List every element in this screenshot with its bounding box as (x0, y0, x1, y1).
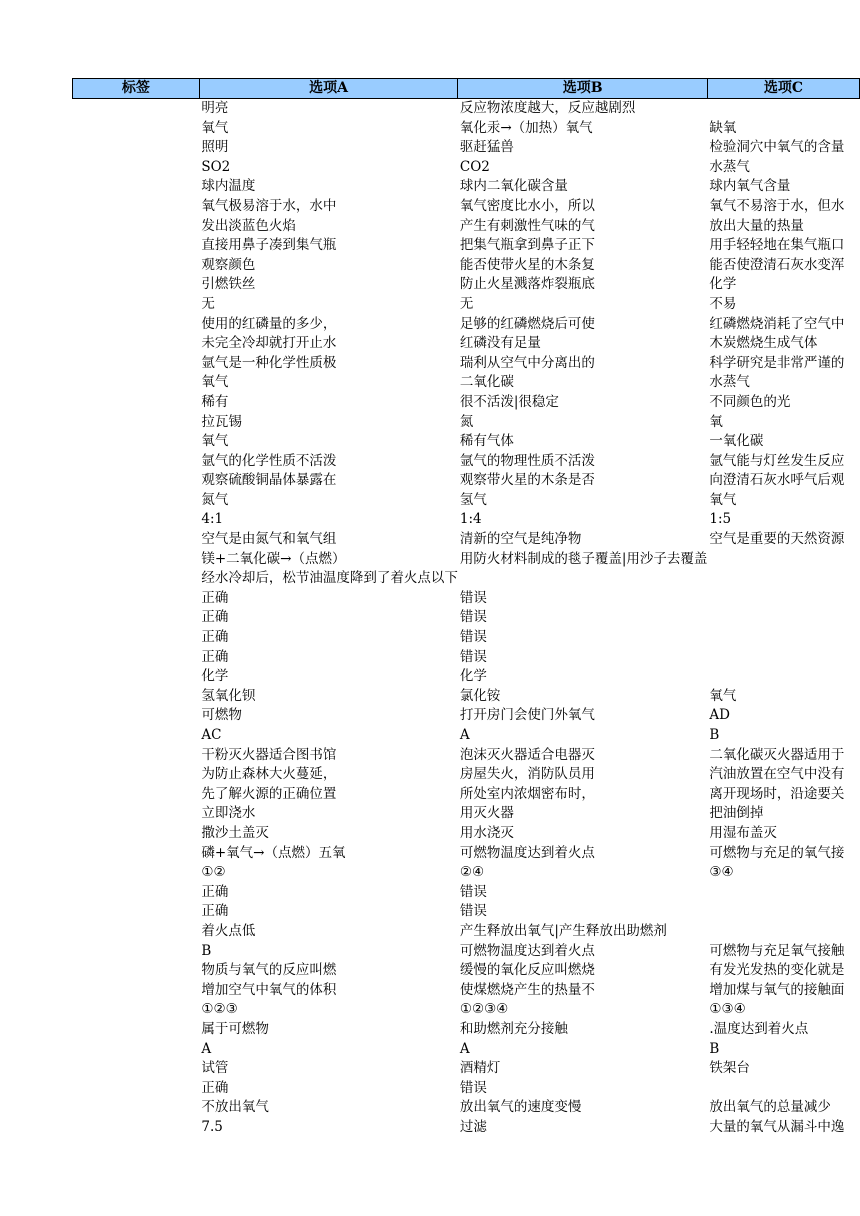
option-b-cell[interactable]: ①②③④ (459, 1001, 509, 1018)
option-c-cell[interactable]: 1:5 (709, 511, 732, 528)
option-a-cell[interactable]: 氧气极易溶于水，水中 (201, 197, 337, 214)
option-b-cell[interactable]: 使煤燃烧产生的热量不 (459, 981, 595, 998)
option-b-cell[interactable]: 产生释放出氧气|产生释放出助燃剂 (459, 922, 667, 939)
label-cell[interactable] (73, 785, 200, 805)
options-table (72, 78, 860, 1137)
table-row (73, 608, 860, 628)
option-a-cell[interactable]: 可燃物 (201, 707, 242, 724)
table-row (73, 569, 860, 589)
option-c-cell[interactable]: 用手轻轻地在集气瓶口 (709, 237, 845, 254)
table-row (73, 334, 860, 354)
option-a-cell[interactable]: 球内温度 (201, 178, 256, 195)
option-a-cell[interactable]: 氮气 (201, 491, 229, 508)
option-c-cell[interactable]: AD (709, 707, 730, 724)
option-b-cell[interactable]: 可燃物温度达到着火点 (459, 844, 595, 861)
option-b-cell[interactable]: 瑞利从空气中分离出的 (459, 354, 595, 371)
option-b-cell[interactable]: 化学 (459, 668, 487, 685)
spreadsheet (72, 78, 860, 1137)
option-b-cell[interactable]: 氯化铵 (459, 687, 501, 704)
option-c-cell[interactable]: 增加煤与氧气的接触面 (709, 981, 845, 998)
table-row (73, 1059, 860, 1079)
option-b-cell[interactable]: 观察带火星的木条是否 (459, 472, 595, 489)
table-row (73, 256, 860, 276)
label-cell[interactable] (73, 1059, 200, 1079)
option-a-cell[interactable]: B (201, 942, 212, 959)
table-row (73, 119, 860, 139)
table-row (73, 217, 860, 237)
table-row (73, 1040, 860, 1060)
table-row (73, 452, 860, 472)
option-b-cell[interactable]: 放出氧气的速度变慢 (459, 1099, 582, 1116)
table-row (73, 589, 860, 609)
option-c-cell[interactable]: 离开现场时，沿途要关 (709, 785, 845, 802)
option-b-cell[interactable]: 用灭火器 (459, 805, 514, 822)
table-row (73, 158, 860, 178)
option-c-cell[interactable]: 化学 (709, 276, 737, 293)
option-a-cell[interactable]: 先了解火源的正确位置 (201, 785, 337, 802)
option-a-cell[interactable]: 稀有 (201, 393, 229, 410)
table-row (73, 1118, 860, 1138)
option-a-cell[interactable]: 物质与氧气的反应叫燃 (201, 962, 337, 979)
option-b-cell[interactable]: 泡沫灭火器适合电器灭 (459, 746, 595, 763)
option-b-cell[interactable]: 氩气的物理性质不活泼 (459, 452, 595, 469)
label-cell[interactable] (73, 1040, 200, 1060)
option-c-cell[interactable]: 氧气不易溶于水，但水 (709, 197, 845, 214)
label-cell[interactable] (73, 158, 200, 178)
option-b-cell[interactable]: 无 (459, 295, 474, 312)
table-row (73, 804, 860, 824)
option-a-cell[interactable]: 明亮 (201, 100, 229, 116)
option-b-cell[interactable]: 很不活泼|很稳定 (459, 393, 559, 410)
option-c-cell[interactable]: 可燃物与充足氧气接触 (709, 942, 845, 959)
label-cell[interactable] (73, 628, 200, 648)
table-row (73, 922, 860, 942)
table-row (73, 1079, 860, 1099)
table-row (73, 1020, 860, 1040)
option-c-cell[interactable]: .温度达到着火点 (709, 1020, 809, 1037)
option-b-cell[interactable]: 稀有气体 (459, 433, 514, 450)
label-cell[interactable] (73, 334, 200, 354)
label-cell[interactable] (73, 119, 200, 139)
option-b-cell[interactable]: 足够的红磷燃烧后可使 (459, 315, 595, 332)
option-b-cell[interactable] (458, 569, 708, 589)
option-b-cell[interactable]: 球内二氧化碳含量 (459, 178, 568, 195)
label-cell[interactable] (73, 432, 200, 452)
table-row (73, 902, 860, 922)
label-cell[interactable] (73, 530, 200, 550)
label-cell[interactable] (73, 589, 200, 609)
option-b-cell[interactable]: A (459, 1040, 470, 1057)
option-b-cell[interactable]: CO2 (459, 158, 490, 175)
option-a-cell[interactable]: 照明 (201, 139, 229, 156)
option-a-cell[interactable]: ①②③ (201, 1001, 238, 1018)
label-cell[interactable] (73, 1020, 200, 1040)
option-a-cell[interactable]: 经水冷却后，松节油温度降到了着火点以下 (201, 570, 458, 587)
option-b-cell[interactable]: 酒精灯 (459, 1060, 501, 1077)
option-a-cell[interactable]: 正确 (201, 629, 229, 646)
label-cell[interactable] (73, 981, 200, 1001)
option-c-cell[interactable]: 不易 (709, 295, 737, 312)
option-c-cell[interactable]: 一氧化碳 (709, 433, 764, 450)
option-c-cell[interactable] (707, 550, 859, 570)
table-row (73, 393, 860, 413)
option-a-cell[interactable]: 引燃铁丝 (201, 276, 256, 293)
label-cell[interactable] (73, 256, 200, 276)
option-b-cell[interactable]: 产生有刺激性气味的气 (459, 217, 595, 234)
option-a-cell[interactable]: 无 (201, 295, 215, 312)
header-row (73, 79, 860, 99)
option-a-cell[interactable]: SO2 (201, 158, 231, 175)
option-b-cell[interactable]: 错误 (459, 883, 487, 900)
table-row (73, 275, 860, 295)
option-a-cell[interactable]: 拉瓦锡 (201, 413, 242, 430)
label-cell[interactable] (73, 706, 200, 726)
option-c-cell[interactable]: 放出氧气的总量减少 (709, 1099, 831, 1116)
label-cell[interactable] (73, 863, 200, 883)
option-c-cell[interactable]: 能否使澄清石灰水变浑 (709, 256, 845, 273)
option-c-cell[interactable] (707, 902, 859, 922)
option-b-cell[interactable]: 错误 (459, 903, 487, 920)
option-a-cell[interactable]: 正确 (201, 609, 229, 626)
option-a-cell[interactable]: 不放出氧气 (201, 1099, 269, 1116)
option-a-cell[interactable]: 着火点低 (201, 922, 256, 939)
table-row (73, 354, 860, 374)
option-c-cell[interactable]: 汽油放置在空气中没有 (709, 766, 845, 783)
label-cell[interactable] (73, 295, 200, 315)
option-c-cell[interactable]: 可燃物与充足的氧气接 (709, 844, 845, 861)
option-c-cell[interactable]: 二氧化碳灭火器适用于 (709, 746, 845, 763)
label-cell[interactable] (73, 393, 200, 413)
table-row (73, 746, 860, 766)
option-a-cell[interactable]: 正确 (201, 883, 229, 900)
table-row (73, 628, 860, 648)
option-b-cell[interactable]: 可燃物温度达到着火点 (459, 942, 595, 959)
table-row (73, 432, 860, 452)
option-a-cell[interactable]: 增加空气中氧气的体积 (201, 981, 337, 998)
option-a-cell[interactable]: 观察颜色 (201, 256, 256, 273)
option-c-cell[interactable] (707, 648, 859, 668)
label-cell[interactable] (73, 236, 200, 256)
label-cell[interactable] (73, 667, 200, 687)
option-c-cell[interactable]: 不同颜色的光 (709, 393, 791, 410)
option-a-cell[interactable]: 直接用鼻子凑到集气瓶 (201, 237, 337, 254)
option-b-cell[interactable]: 红磷没有足量 (459, 335, 541, 352)
header-option-a[interactable]: 选项A (199, 79, 458, 99)
option-a-cell[interactable]: 氩气的化学性质不活泼 (201, 452, 337, 469)
label-cell[interactable] (73, 177, 200, 197)
option-b-cell[interactable]: 清新的空气是纯净物 (459, 531, 582, 548)
option-a-cell[interactable]: 磷+氧气→（点燃）五氧 (201, 844, 346, 861)
table-row (73, 824, 860, 844)
option-b-cell[interactable]: 错误 (459, 1079, 487, 1096)
option-c-cell[interactable]: 空气是重要的天然资源 (709, 531, 845, 548)
option-a-cell[interactable]: 干粉灭火器适合图书馆 (201, 746, 337, 763)
option-a-cell[interactable]: 发出淡蓝色火焰 (201, 217, 296, 234)
option-b-cell[interactable]: 错误 (459, 609, 487, 626)
table-row (73, 236, 860, 256)
option-b-cell[interactable]: A (459, 727, 470, 743)
label-cell[interactable] (73, 648, 200, 668)
option-c-cell[interactable]: 有发光发热的变化就是 (709, 962, 845, 979)
option-a-cell[interactable]: 使用的红磷量的多少， (201, 315, 337, 332)
option-c-cell[interactable]: 放出大量的热量 (709, 217, 804, 234)
label-cell[interactable] (73, 922, 200, 942)
option-b-cell[interactable]: 把集气瓶拿到鼻子正下 (459, 237, 595, 254)
table-row (73, 706, 860, 726)
label-cell[interactable] (73, 804, 200, 824)
table-row (73, 99, 860, 119)
table-row (73, 961, 860, 981)
option-b-cell[interactable]: 能否使带火星的木条复 (459, 256, 595, 273)
option-c-cell[interactable]: 球内氧气含量 (709, 178, 791, 195)
option-c-cell[interactable] (707, 608, 859, 628)
option-c-cell[interactable]: 向澄清石灰水呼气后观 (709, 472, 845, 489)
option-b-cell[interactable]: 氧气密度比水小，所以 (459, 197, 595, 214)
option-c-cell[interactable]: 把油倒掉 (709, 805, 764, 822)
option-b-cell[interactable]: 房屋失火，消防队员用 (459, 766, 595, 783)
label-cell[interactable] (73, 197, 200, 217)
option-b-cell[interactable]: 错误 (459, 629, 487, 646)
option-c-cell[interactable]: 木炭燃烧生成气体 (709, 335, 818, 352)
table-row (73, 785, 860, 805)
table-row (73, 687, 860, 707)
table-row (73, 667, 860, 687)
option-a-cell[interactable]: 7.5 (201, 1118, 223, 1135)
option-a-cell[interactable]: 空气是由氮气和氧气组 (201, 531, 337, 548)
option-a-cell[interactable]: 正确 (201, 903, 229, 920)
label-cell[interactable] (73, 452, 200, 472)
label-cell[interactable] (73, 354, 200, 374)
option-c-cell[interactable] (707, 628, 859, 648)
label-cell[interactable] (73, 608, 200, 628)
label-cell[interactable] (73, 1079, 200, 1099)
option-b-cell[interactable]: 氧化汞→（加热）氧气 (459, 119, 593, 136)
option-c-cell[interactable]: 大量的氧气从漏斗中逸 (709, 1118, 845, 1135)
label-cell[interactable] (73, 315, 200, 335)
option-b-cell[interactable]: 错误 (459, 648, 487, 665)
option-b-cell[interactable]: 和助燃剂充分接触 (459, 1020, 568, 1037)
table-row (73, 1000, 860, 1020)
table-row (73, 373, 860, 393)
option-b-cell[interactable]: 过滤 (459, 1118, 487, 1135)
header-option-b[interactable]: 选项B (458, 79, 708, 99)
label-cell[interactable] (73, 1000, 200, 1020)
table-row (73, 883, 860, 903)
option-c-cell[interactable] (707, 922, 859, 942)
option-b-cell[interactable]: 用防火材料制成的毯子覆盖|用沙子去覆盖 (459, 550, 708, 567)
table-row (73, 138, 860, 158)
table-row (73, 765, 860, 785)
table-row (73, 726, 860, 746)
label-cell[interactable] (73, 491, 200, 511)
table-row (73, 550, 860, 570)
option-c-cell[interactable]: B (709, 727, 720, 743)
option-b-cell[interactable]: ②④ (459, 864, 485, 881)
table-row (73, 295, 860, 315)
table-row (73, 981, 860, 1001)
option-a-cell[interactable]: 立即浇水 (201, 805, 256, 822)
option-b-cell[interactable]: 缓慢的氧化反应叫燃烧 (459, 962, 595, 979)
option-c-cell[interactable] (707, 1079, 859, 1099)
option-b-cell[interactable]: 氢气 (459, 491, 487, 508)
option-a-cell[interactable]: 试管 (201, 1060, 229, 1077)
option-a-cell[interactable]: 氩气是一种化学性质极 (201, 354, 337, 371)
option-c-cell[interactable] (707, 569, 859, 589)
option-a-cell[interactable]: 属于可燃物 (201, 1020, 269, 1037)
label-cell[interactable] (73, 413, 200, 433)
option-a-cell[interactable]: 正确 (201, 648, 229, 665)
option-a-cell[interactable]: 化学 (201, 668, 229, 685)
table-row (73, 530, 860, 550)
label-cell[interactable] (73, 883, 200, 903)
option-c-cell[interactable] (707, 589, 859, 609)
option-c-cell[interactable]: 水蒸气 (709, 374, 750, 391)
option-b-cell[interactable]: 所处室内浓烟密布时， (459, 785, 595, 802)
label-cell[interactable] (73, 275, 200, 295)
label-cell[interactable] (73, 1098, 200, 1118)
label-cell[interactable] (73, 99, 200, 119)
option-b-cell[interactable]: 错误 (459, 589, 487, 606)
option-a-cell[interactable]: 氧气 (201, 119, 229, 136)
option-c-cell[interactable] (707, 883, 859, 903)
option-a-cell[interactable]: 未完全冷却就打开止水 (201, 335, 337, 352)
option-b-cell[interactable]: 氮 (459, 413, 474, 430)
option-c-cell[interactable]: ③④ (709, 864, 734, 881)
option-c-cell[interactable]: 检验洞穴中氧气的含量 (709, 139, 845, 156)
label-cell[interactable] (73, 902, 200, 922)
table-row (73, 471, 860, 491)
table-row (73, 648, 860, 668)
table-row (73, 1098, 860, 1118)
table-row (73, 491, 860, 511)
label-cell[interactable] (73, 569, 200, 589)
option-a-cell[interactable]: 正确 (201, 589, 229, 606)
table-row (73, 510, 860, 530)
option-c-cell[interactable]: 用湿布盖灭 (709, 824, 777, 841)
header-label[interactable]: 标签 (73, 79, 200, 99)
option-a-cell[interactable]: 4:1 (201, 511, 224, 528)
label-cell[interactable] (73, 471, 200, 491)
label-cell[interactable] (73, 217, 200, 237)
option-b-cell[interactable]: 用水浇灭 (459, 824, 514, 841)
option-c-cell[interactable]: 氧 (709, 413, 723, 430)
option-a-cell[interactable]: 为防止森林大火蔓延， (201, 766, 337, 783)
option-b-cell[interactable]: 反应物浓度越大，反应越剧烈 (459, 100, 636, 116)
option-a-cell[interactable]: A (201, 1040, 212, 1057)
label-cell[interactable] (73, 746, 200, 766)
label-cell[interactable] (73, 844, 200, 864)
option-b-cell[interactable]: 1:4 (459, 511, 482, 528)
label-cell[interactable] (73, 510, 200, 530)
option-b-cell[interactable]: 打开房门会使门外氧气 (459, 707, 595, 724)
option-a-cell[interactable]: ①② (201, 864, 226, 881)
table-row (73, 844, 860, 864)
option-b-cell[interactable]: 防止火星溅落炸裂瓶底 (459, 276, 595, 293)
option-c-cell[interactable]: 铁架台 (709, 1060, 750, 1077)
option-c-cell[interactable] (707, 667, 859, 687)
label-cell[interactable] (73, 961, 200, 981)
option-b-cell[interactable]: 二氧化碳 (459, 374, 514, 391)
option-b-cell[interactable]: 驱赶猛兽 (459, 139, 514, 156)
label-cell[interactable] (73, 942, 200, 962)
table-row (73, 863, 860, 883)
option-a-cell[interactable]: AC (201, 727, 222, 743)
option-c-cell[interactable]: 氧气 (709, 491, 737, 508)
option-c-cell[interactable]: 氧气 (709, 687, 737, 704)
option-c-cell[interactable]: 缺氧 (709, 119, 737, 136)
label-cell[interactable] (73, 373, 200, 393)
option-a-cell[interactable]: 镁+二氧化碳→（点燃） (201, 550, 346, 567)
option-a-cell[interactable]: 撒沙土盖灭 (201, 824, 269, 841)
option-c-cell[interactable]: 水蒸气 (709, 158, 750, 175)
label-cell[interactable] (73, 726, 200, 746)
label-cell[interactable] (73, 687, 200, 707)
option-c-cell[interactable]: 科学研究是非常严谨的 (709, 354, 845, 371)
label-cell[interactable] (73, 765, 200, 785)
label-cell[interactable] (73, 138, 200, 158)
table-row (73, 942, 860, 962)
table-row (73, 315, 860, 335)
option-c-cell[interactable]: ①③④ (709, 1001, 746, 1018)
label-cell[interactable] (73, 550, 200, 570)
table-row (73, 177, 860, 197)
table-row (73, 413, 860, 433)
label-cell[interactable] (73, 1118, 200, 1138)
header-option-c[interactable]: 选项C (707, 79, 859, 99)
option-c-cell[interactable]: 氩气能与灯丝发生反应 (709, 452, 845, 469)
option-c-cell[interactable]: B (709, 1040, 720, 1057)
option-c-cell[interactable] (707, 99, 859, 119)
option-a-cell[interactable]: 正确 (201, 1079, 229, 1096)
table-row (73, 197, 860, 217)
option-c-cell[interactable]: 红磷燃烧消耗了空气中 (709, 315, 845, 332)
option-a-cell[interactable]: 氧气 (201, 374, 229, 391)
option-a-cell[interactable]: 氢氧化钡 (201, 687, 256, 704)
label-cell[interactable] (73, 824, 200, 844)
option-a-cell[interactable]: 观察硫酸铜晶体暴露在 (201, 472, 337, 489)
option-a-cell[interactable]: 氧气 (201, 433, 229, 450)
